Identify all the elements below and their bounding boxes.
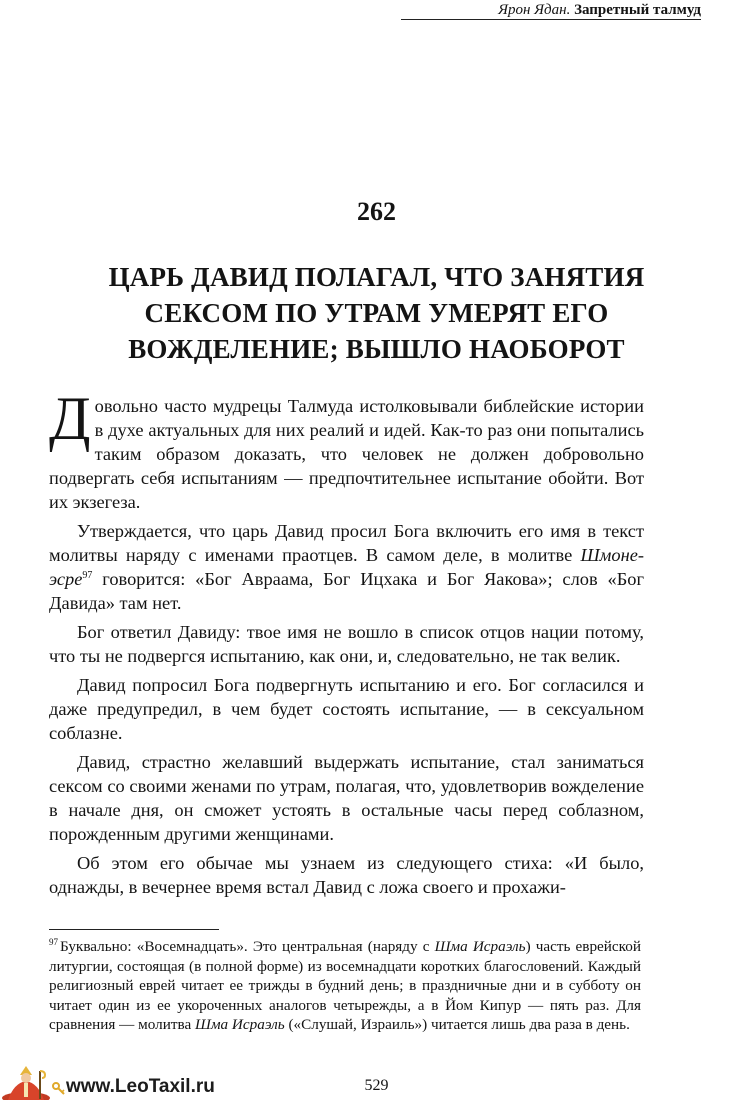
paragraph (49, 386, 644, 514)
footnote-reference[interactable]: 97 (82, 569, 93, 581)
bishop-figure-icon (0, 1065, 52, 1105)
paragraph-text: Утверждается, что царь Давид просил Бога включить его имя в текст молитвы наряду с именами праотцев. В самом деле, в молитве (49, 521, 644, 565)
footnote-rule (49, 929, 219, 930)
chapter-title (60, 259, 693, 367)
header-author: Ярон Ядан. (498, 2, 571, 18)
footnote-text: ) часть еврейской литургии, состоящая (в полной форме) из восемнадцати коротких благословений. Каждый религиозный еврей читает ее трижды в будний день; в праздничные дни и в субботу он читает один из ее укороченных аналогов четырежды, а в Йом Кипур — пять раз. Для сравнения — молитва (49, 938, 641, 1033)
paragraph: Давид, страстно желавший выдержать испытание, стал заниматься сексом со своими женами по утрам, полагая, что, удовлетворив вожделение в начале дня, он сможет устоять в остальные часы перед соблазном, порожденным другими женщинами. (49, 752, 644, 844)
chapter-title-line: ЦАРЬ ДАВИД ПОЛАГАЛ, ЧТО ЗАНЯТИЯ (108, 262, 645, 292)
paragraph: Бог ответил Давиду: твое имя не вошло в список отцов нации потому, что ты не подвергся испытанию, как они, и, следовательно, не так велик. (49, 622, 644, 666)
running-header (401, 0, 701, 19)
paragraph-text: овольно часто мудрецы Талмуда истолковывали библейские истории в духе актуальных для них реалий и идей. Как-то раз они попытались таким образом доказать, что человек не должен добровольно подвергать себя испытаниям — предпочтительнее испытание обойти. Вот их экзегеза. (49, 396, 644, 512)
prayer-name: Шмоне-эсре (49, 545, 644, 589)
key-icon (52, 1082, 66, 1101)
paragraph-text: говорится: «Бог Авраама, Бог Ицхака и Бог Яакова»; слов «Бог Давида» там нет. (49, 569, 644, 613)
footnote (49, 937, 641, 1035)
chapter-title-line: СЕКСОМ ПО УТРАМ УМЕРЯТ ЕГО (144, 298, 609, 328)
footnote-italic: Шма Исраэль (434, 938, 526, 955)
watermark (0, 1065, 230, 1100)
header-rule (401, 19, 701, 20)
page-number: 529 (364, 1077, 389, 1094)
footnote-text: («Слушай, Израиль») читается лишь два раза в день. (284, 1016, 630, 1033)
watermark-link[interactable]: www.LeoTaxil.ru (66, 1076, 215, 1097)
paragraph (49, 519, 644, 615)
footnote-italic: Шма Исраэль (195, 1016, 285, 1033)
body-text (49, 386, 644, 904)
footnote-mark: 97 (49, 936, 58, 947)
paragraph: Давид попросил Бога подвергнуть испытанию и его. Бог согласился и даже предупредил, в чем будет состоять испытание, — в сексуальном соблазне. (49, 675, 644, 743)
chapter-number: 262 (357, 197, 396, 226)
footnote-text: Буквально: «Восемнадцать». Это центральная (наряду с (60, 938, 435, 955)
drop-cap: Д (49, 386, 91, 453)
chapter-title-line: ВОЖДЕЛЕНИЕ; ВЫШЛО НАОБОРОТ (128, 334, 625, 364)
header-book-title: Запретный талмуд (574, 2, 701, 18)
paragraph: Об этом его обычае мы узнаем из следующего стиха: «И было, однажды, в вечернее время встал Давид с ложа своего и прохажи- (49, 853, 644, 897)
